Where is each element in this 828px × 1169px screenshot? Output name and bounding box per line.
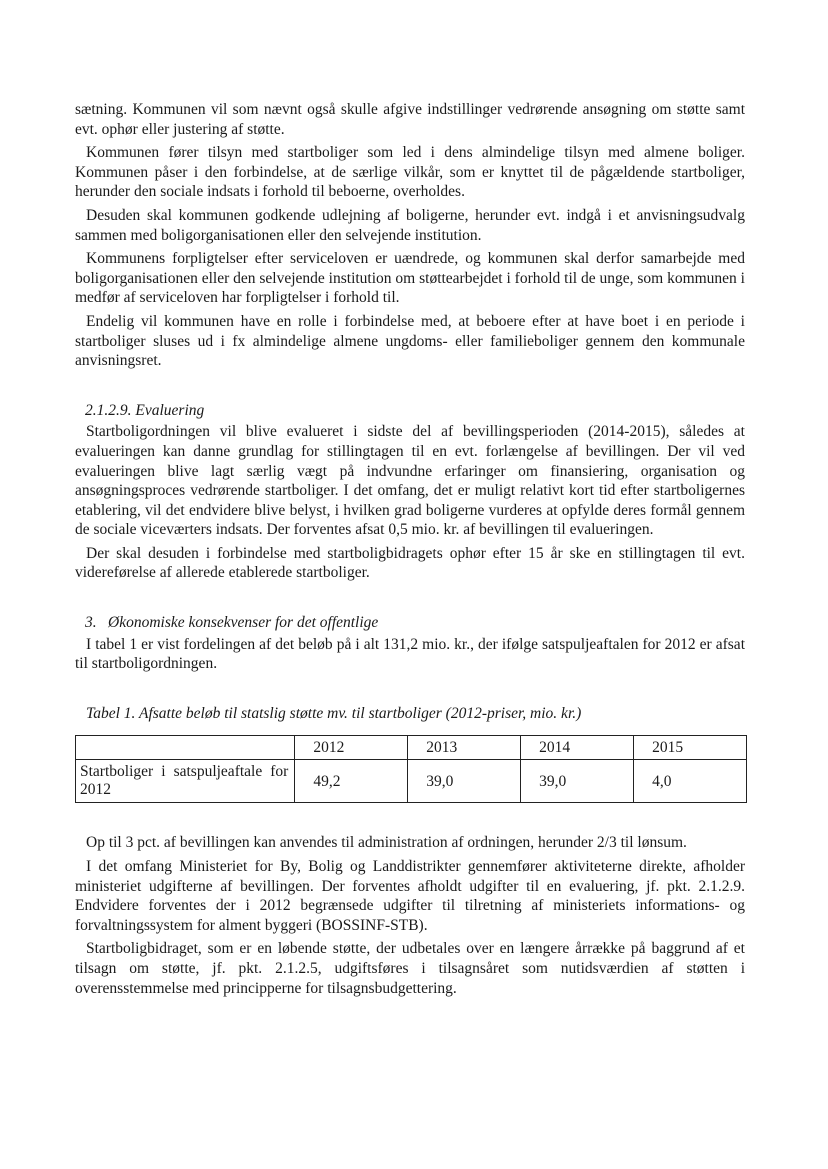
paragraph: Op til 3 pct. af bevillingen kan anvendes til administration af ordningen, herunder 2/3 til lønsum.: [86, 834, 687, 852]
table-cell: 39,0: [408, 760, 521, 803]
table-cell: 49,2: [295, 760, 408, 803]
table-header-cell: [76, 736, 295, 760]
budget-table: [75, 735, 747, 803]
table-cell: 39,0: [521, 760, 634, 803]
table-header-cell: 2014: [521, 736, 634, 760]
table-header-cell: 2013: [408, 736, 521, 760]
section-number: 3.: [85, 614, 97, 632]
table-caption: Tabel 1. Afsatte beløb til statslig støtte mv. til startboliger (2012-priser, mio. kr.): [86, 704, 582, 722]
paragraph: Endelig vil kommunen have en rolle i forbindelse med, at beboere efter at have boet i en periode i startboliger sluses ud i fx almindelige almene ungdoms- eller familieboliger gennem den kommunale anvisningsret.: [75, 312, 745, 370]
paragraph: Desuden skal kommunen godkende udlejning af boligerne, herunder evt. indgå i et anvisningsudvalg sammen med boligorganisationen eller den selvejende institution.: [75, 206, 745, 244]
table-cell: 4,0: [634, 760, 747, 803]
paragraph: I tabel 1 er vist fordelingen af det beløb på i alt 131,2 mio. kr., der ifølge satspuljeaftalen for 2012 er afsat til startboligordningen.: [75, 635, 745, 673]
table-header-row: [76, 736, 747, 760]
section-heading-okonomi: [75, 613, 745, 633]
table-row: [76, 760, 747, 803]
paragraph: Startboligbidraget, som er en løbende støtte, der udbetales over en længere årrække på baggrund af et tilsagn om støtte, jf. pkt. 2.1.2.5, udgiftsføres i tilsagnsåret som nutidsværdien af støtten i overensstemmelse med principperne for tilsagnsbudgettering.: [75, 940, 745, 997]
document-page: [75, 100, 745, 1002]
table-header-cell: 2015: [634, 736, 747, 760]
paragraph: I det omfang Ministeriet for By, Bolig og Landdistrikter gennemfører aktiviteterne direkte, afholder ministeriet udgifterne af bevillingen. Der forventes afholdt udgifter til en evaluering, jf. pkt. 2.1.2.9. Endvidere forventes der i 2012 begrænsede udgifter til tilretning af ministeriets informations- og forvaltningssystem for alment byggeri (BOSSINF-STB).: [75, 858, 745, 934]
paragraph: sætning. Kommunen vil som nævnt også skulle afgive indstillinger vedrørende ansøgning om støtte samt evt. ophør eller justering af støtte.: [75, 101, 745, 138]
section-title: Økonomiske konsekvenser for det offentlige: [108, 614, 379, 632]
table-row-label: Startboliger i satspuljeaftale for 2012: [76, 760, 295, 803]
paragraph: Kommunens forpligtelser efter serviceloven er uændrede, og kommunen skal derfor samarbejde med boligorganisationen eller den selvejende institution om støttearbejdet i forhold til de unge, som kommunen i medfør af serviceloven har forpligtelser i forhold til.: [75, 250, 745, 307]
paragraph: Kommunen fører tilsyn med startboliger som led i dens almindelige tilsyn med almene boliger. Kommunen påser i den forbindelse, at de særlige vilkår, som er knyttet til de pågældende startboliger, herunder den sociale indsats i forhold til beboerne, overholdes.: [75, 144, 745, 201]
paragraph: Der skal desuden i forbindelse med startboligbidragets ophør efter 15 år ske en stillingtagen til evt. videreførelse af allerede etablerede startboliger.: [75, 544, 745, 582]
paragraph: Startboligordningen vil blive evalueret i sidste del af bevillingsperioden (2014-2015), således at evalueringen kan danne grundlag for stillingtagen til en evt. forlængelse af bevillingen. Der vil ved evalueringen blive lagt særlig vægt på indvundne erfaringer om finansiering, organisation og ansøgningsproces vedrørende startboliger. I det omfang, det er muligt relativt kort tid efter startboligernes etablering, vil det endvidere blive belyst, i hvilken grad boligerne vurderes at opfylde deres formål gennem de sociale viceværters indsats. Der forventes afsat 0,5 mio. kr. af bevillingen til evalueringen.: [75, 423, 745, 539]
section-heading-evaluering: 2.1.2.9. Evaluering: [85, 401, 205, 419]
table-header-cell: 2012: [295, 736, 408, 760]
